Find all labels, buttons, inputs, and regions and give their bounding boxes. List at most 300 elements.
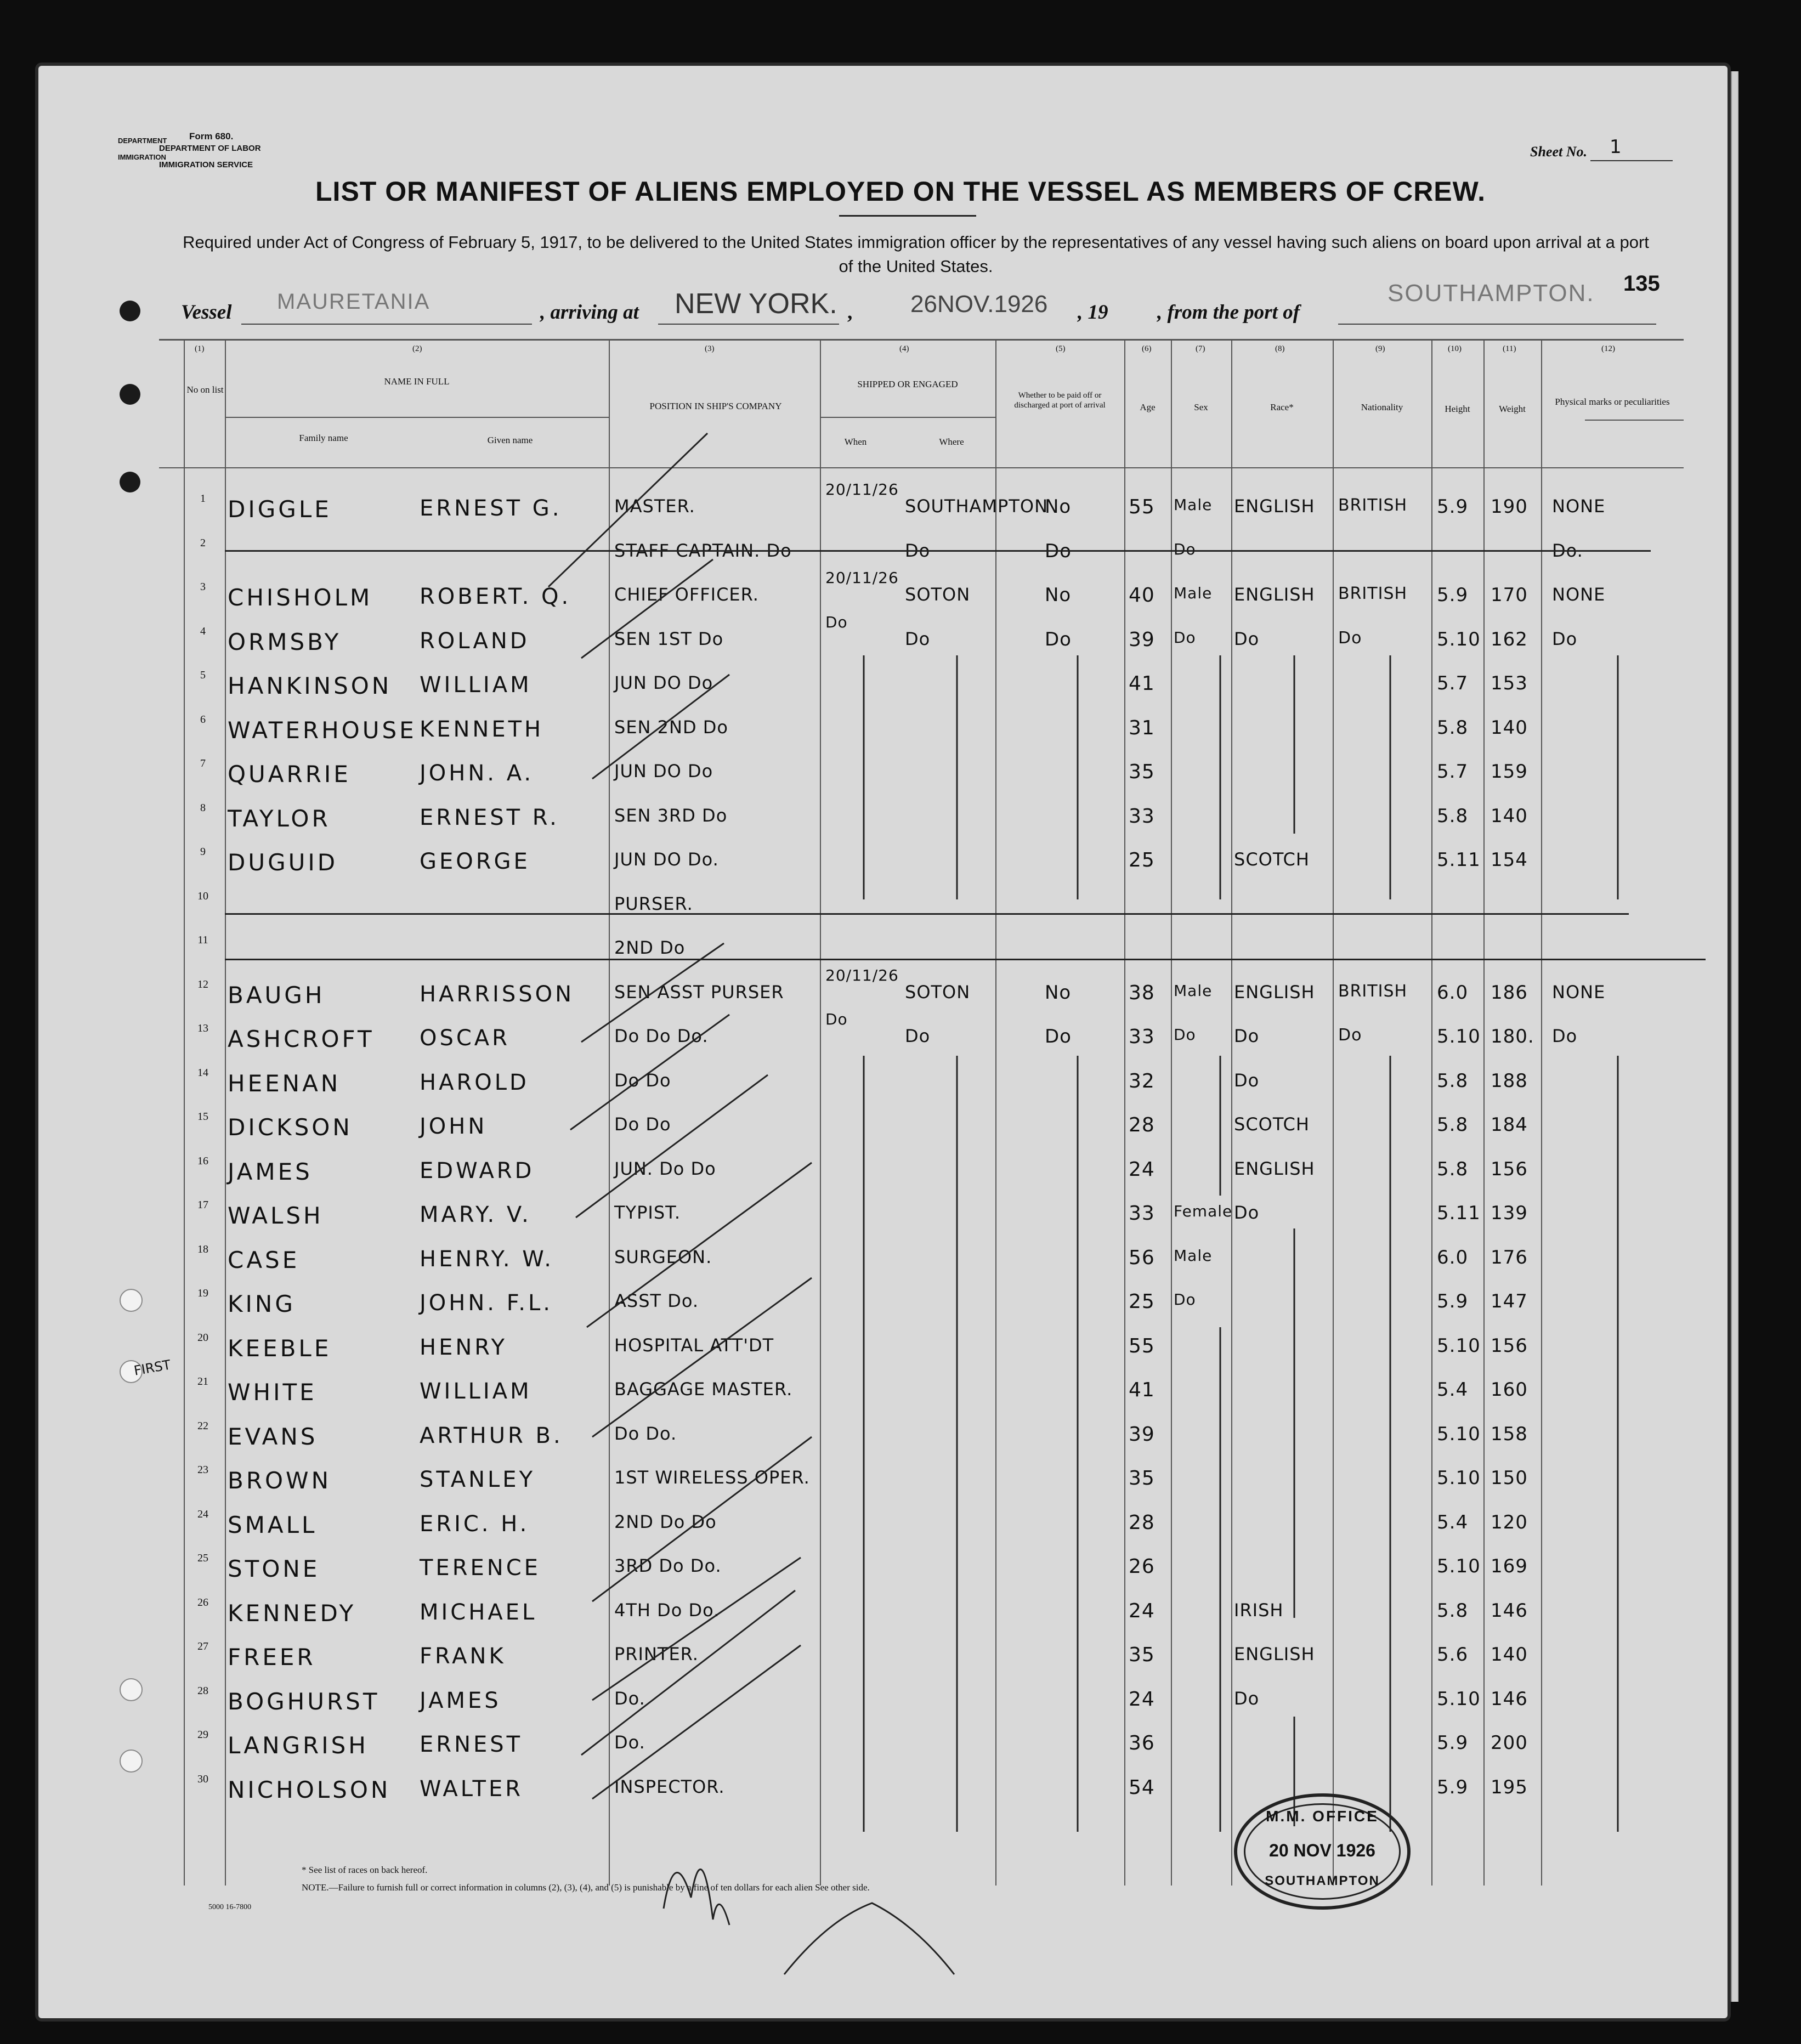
shipped-when: Do — [825, 1010, 848, 1028]
weight: 195 — [1491, 1776, 1528, 1798]
age: 40 — [1129, 584, 1155, 607]
nationality: Do — [1338, 628, 1362, 648]
height: 5.8 — [1437, 716, 1469, 739]
position: JUN DO Do. — [614, 849, 719, 870]
position: 3RD Do Do. — [614, 1555, 722, 1576]
age: 24 — [1129, 1599, 1155, 1622]
family-name: HEENAN — [228, 1069, 341, 1097]
sex: Female — [1174, 1202, 1233, 1220]
race: ENGLISH — [1234, 1158, 1315, 1179]
weight: 140 — [1491, 716, 1528, 739]
age: 25 — [1129, 1290, 1155, 1313]
col-header-position: POSITION IN SHIP'S COMPANY — [649, 401, 782, 411]
position: HOSPITAL ATT'DT — [614, 1334, 774, 1356]
page-title: LIST OR MANIFEST OF ALIENS EMPLOYED ON THE VESSEL AS MEMBERS OF CREW. — [315, 176, 1486, 207]
height: 5.8 — [1437, 1158, 1469, 1180]
form-number: Form 680. — [189, 131, 234, 141]
given-name: MICHAEL — [420, 1599, 537, 1625]
race: ENGLISH — [1234, 496, 1315, 517]
weight: 140 — [1491, 1644, 1528, 1666]
position: PURSER. — [614, 893, 693, 914]
check-stroke — [592, 1278, 812, 1437]
given-name: GEORGE — [420, 849, 530, 874]
age: 41 — [1129, 672, 1155, 695]
given-name: MARY. V. — [420, 1202, 531, 1227]
family-name: KING — [228, 1290, 296, 1317]
family-name: CASE — [228, 1246, 300, 1273]
paid-off: No — [1045, 584, 1072, 606]
col-header-nationality: Nationality — [1361, 402, 1403, 412]
position: CHIEF OFFICER. — [614, 584, 759, 605]
row-number: 20 — [197, 1331, 208, 1344]
paid-off: Do — [1045, 1026, 1072, 1048]
age: 55 — [1129, 496, 1155, 518]
weight: 160 — [1491, 1379, 1528, 1401]
check-stroke — [592, 1437, 812, 1601]
row-number: 26 — [197, 1596, 208, 1609]
height: 5.9 — [1437, 496, 1469, 518]
row-number: 2 — [200, 536, 206, 549]
weight: 156 — [1491, 1334, 1528, 1357]
family-name: BROWN — [228, 1467, 332, 1494]
shipped-where: SOUTHAMPTON — [905, 496, 1048, 517]
col-num: (7) — [1196, 344, 1205, 353]
row-number: 27 — [197, 1640, 208, 1652]
comma: , — [847, 301, 853, 324]
given-name: ERNEST R. — [420, 805, 559, 830]
year-label: , 19 — [1078, 301, 1108, 324]
row-number: 12 — [197, 978, 208, 990]
weight: 140 — [1491, 805, 1528, 827]
age: 55 — [1129, 1334, 1155, 1357]
given-name: TERENCE — [420, 1555, 541, 1581]
row-number: 19 — [197, 1287, 208, 1299]
height: 5.10 — [1437, 1688, 1481, 1710]
nationality: BRITISH — [1338, 496, 1408, 515]
check-stroke — [576, 1075, 768, 1218]
stamp-date: 20 NOV 1926 — [1269, 1841, 1375, 1860]
col-num: (1) — [195, 344, 205, 353]
family-name: DICKSON — [228, 1114, 353, 1141]
requirement-text: Required under Act of Congress of February 5, 1917, to be delivered to the United States immigration officer by the representatives of any vessel having such aliens on board upon arrival at a port of the United States. — [183, 233, 1649, 276]
row-number: 17 — [197, 1199, 208, 1211]
vessel-label: Vessel — [181, 301, 232, 324]
col-header-no: No on list — [186, 384, 224, 395]
position: 4TH Do Do. — [614, 1599, 720, 1621]
shipped-where: Do — [905, 540, 931, 561]
position: ASST Do. — [614, 1290, 699, 1311]
given-name: JOHN. A. — [420, 761, 534, 786]
shipped-when: Do — [825, 613, 848, 631]
given-name: HARRISSON — [420, 981, 575, 1007]
given-name: ERNEST G. — [420, 496, 562, 521]
position: Do. — [614, 1688, 645, 1709]
age: 35 — [1129, 1644, 1155, 1666]
page-number: 135 — [1623, 271, 1660, 296]
row-number: 28 — [197, 1684, 208, 1697]
position: SEN 2ND Do — [614, 716, 728, 738]
height: 5.8 — [1437, 1069, 1469, 1092]
shipped-where: Do — [905, 1026, 931, 1046]
immigration-service: IMMIGRATION SERVICE — [159, 160, 253, 169]
age: 38 — [1129, 981, 1155, 1004]
weight: 150 — [1491, 1467, 1528, 1489]
col-num: (11) — [1503, 344, 1516, 353]
arrival-date: 26NOV.1926 — [910, 291, 1048, 318]
age: 24 — [1129, 1688, 1155, 1711]
family-name: JAMES — [228, 1158, 313, 1185]
height: 5.8 — [1437, 1599, 1469, 1622]
given-name: ROBERT. Q. — [420, 584, 571, 609]
age: 39 — [1129, 628, 1155, 651]
col-num: (9) — [1375, 344, 1385, 353]
given-name: STANLEY — [420, 1467, 535, 1492]
col-header-given: Given name — [487, 435, 533, 445]
age: 35 — [1129, 761, 1155, 783]
given-name: ROLAND — [420, 628, 530, 654]
age: 35 — [1129, 1467, 1155, 1490]
immigration-label: IMMIGRATION — [118, 153, 166, 161]
col-num: (4) — [899, 344, 909, 353]
weight: 200 — [1491, 1732, 1528, 1754]
position: INSPECTOR. — [614, 1776, 725, 1797]
given-name: ERNEST — [420, 1732, 523, 1757]
weight: 180. — [1491, 1026, 1534, 1048]
given-name: HENRY — [420, 1334, 507, 1360]
height: 5.10 — [1437, 628, 1481, 650]
col-header-shipped: SHIPPED OR ENGAGED — [857, 379, 958, 389]
col-num: (6) — [1142, 344, 1152, 353]
given-name: HAROLD — [420, 1069, 529, 1095]
col-num: (3) — [705, 344, 715, 353]
height: 5.8 — [1437, 805, 1469, 827]
height: 5.10 — [1437, 1423, 1481, 1445]
weight: 154 — [1491, 849, 1528, 871]
weight: 188 — [1491, 1069, 1528, 1092]
row-number: 8 — [200, 801, 206, 814]
race: ENGLISH — [1234, 1644, 1315, 1664]
departure-port: SOUTHAMPTON. — [1387, 280, 1595, 307]
position: JUN DO Do — [614, 761, 713, 782]
weight: 158 — [1491, 1423, 1528, 1445]
row-number: 23 — [197, 1464, 208, 1476]
race: SCOTCH — [1234, 849, 1310, 870]
position: JUN. Do Do — [614, 1158, 716, 1179]
age: 54 — [1129, 1776, 1155, 1799]
department-label: DEPARTMENT — [118, 137, 167, 145]
paid-off: No — [1045, 496, 1072, 518]
physical-marks: Do — [1552, 1026, 1578, 1046]
position: 2ND Do Do — [614, 1511, 717, 1532]
paid-off: Do — [1045, 540, 1072, 562]
row-number: 16 — [197, 1154, 208, 1167]
weight: 146 — [1491, 1599, 1528, 1622]
race: SCOTCH — [1234, 1114, 1310, 1135]
family-name: FREER — [228, 1644, 316, 1671]
height: 5.9 — [1437, 1776, 1469, 1798]
age: 33 — [1129, 1202, 1155, 1225]
family-name: BAUGH — [228, 981, 325, 1009]
col-num: (2) — [412, 344, 422, 353]
given-name: KENNETH — [420, 716, 544, 742]
paid-off: No — [1045, 981, 1072, 1004]
height: 5.9 — [1437, 1290, 1469, 1312]
height: 5.11 — [1437, 1202, 1481, 1224]
physical-marks: Do — [1552, 628, 1578, 649]
weight: 120 — [1491, 1511, 1528, 1533]
sex: Male — [1174, 981, 1213, 1000]
age: 25 — [1129, 849, 1155, 871]
family-name: DUGUID — [228, 849, 338, 876]
family-name: WALSH — [228, 1202, 324, 1229]
height: 5.7 — [1437, 672, 1469, 694]
col-num: (8) — [1275, 344, 1285, 353]
row-number: 3 — [200, 581, 206, 593]
col-header-height: Height — [1445, 404, 1470, 414]
position: STAFF CAPTAIN. Do — [614, 540, 792, 561]
check-stroke — [581, 943, 724, 1042]
row-number: 4 — [200, 625, 206, 637]
position: Do Do Do. — [614, 1026, 709, 1046]
given-name: WILLIAM — [420, 1379, 532, 1404]
given-name: ERIC. H. — [420, 1511, 530, 1537]
age: 33 — [1129, 805, 1155, 828]
weight: 147 — [1491, 1290, 1528, 1312]
race: IRISH — [1234, 1599, 1284, 1621]
signature-scribble — [664, 1870, 729, 1925]
row-number: 10 — [197, 890, 208, 902]
given-name: EDWARD — [420, 1158, 535, 1184]
age: 26 — [1129, 1555, 1155, 1578]
arriving-label: , arriving at — [540, 301, 639, 324]
col-header-paid-off: Whether to be paid off or discharged at port of arrival — [1014, 391, 1106, 410]
col-num: (10) — [1448, 344, 1462, 353]
age: 28 — [1129, 1114, 1155, 1136]
given-name: JAMES — [420, 1688, 501, 1713]
family-name: BOGHURST — [228, 1688, 380, 1715]
nationality: BRITISH — [1338, 981, 1408, 1001]
col-header-name: NAME IN FULL — [384, 376, 450, 387]
race: Do — [1234, 1069, 1260, 1091]
family-name: SMALL — [228, 1511, 318, 1538]
col-header-physical: Physical marks or peculiarities — [1555, 397, 1670, 407]
given-name: WILLIAM — [420, 672, 532, 698]
position: PRINTER. — [614, 1644, 699, 1664]
given-name: WALTER — [420, 1776, 524, 1802]
sex: Do — [1174, 628, 1196, 647]
weight: 159 — [1491, 761, 1528, 783]
sex: Do — [1174, 1290, 1196, 1309]
position: SURGEON. — [614, 1246, 712, 1267]
height: 5.7 — [1437, 761, 1469, 783]
row-number: 14 — [197, 1066, 208, 1079]
sex: Male — [1174, 584, 1213, 602]
family-name: LANGRISH — [228, 1732, 369, 1759]
shipped-when: 20/11/26 — [825, 966, 899, 984]
row-number: 30 — [197, 1773, 208, 1785]
family-name: EVANS — [228, 1423, 318, 1450]
row-number: 18 — [197, 1243, 208, 1255]
position: MASTER. — [614, 496, 695, 517]
nationality: Do — [1338, 1026, 1362, 1045]
height: 5.11 — [1437, 849, 1481, 871]
family-name: WATERHOUSE — [228, 716, 417, 744]
footnote-races: * See list of races on back hereof. — [302, 1865, 428, 1875]
height: 5.6 — [1437, 1644, 1469, 1666]
row-number: 22 — [197, 1419, 208, 1432]
position: Do Do — [614, 1114, 671, 1135]
given-name: OSCAR — [420, 1026, 510, 1051]
race: Do — [1234, 1026, 1260, 1046]
age: 41 — [1129, 1379, 1155, 1401]
sex: Do — [1174, 540, 1196, 558]
row-number: 11 — [197, 934, 208, 946]
position: Do Do. — [614, 1423, 677, 1444]
position: TYPIST. — [614, 1202, 681, 1223]
arrival-port: NEW YORK. — [675, 288, 837, 320]
weight: 153 — [1491, 672, 1528, 694]
stamp-bottom-text: SOUTHAMPTON — [1265, 1873, 1380, 1888]
age: 31 — [1129, 716, 1155, 739]
weight: 146 — [1491, 1688, 1528, 1710]
row-number: 15 — [197, 1111, 208, 1123]
shipped-where: Do — [905, 628, 931, 649]
shipped-where: SOTON — [905, 981, 971, 1003]
stamp-top-text: M.M. OFFICE — [1266, 1808, 1379, 1825]
physical-marks: NONE — [1552, 496, 1606, 517]
physical-marks: NONE — [1552, 584, 1606, 605]
family-name: ORMSBY — [228, 628, 342, 655]
height: 6.0 — [1437, 1246, 1469, 1269]
given-name: HENRY. W. — [420, 1246, 554, 1272]
height: 6.0 — [1437, 981, 1469, 1004]
check-stroke — [548, 433, 707, 587]
position: 2ND Do — [614, 937, 686, 958]
age: 33 — [1129, 1026, 1155, 1048]
department-of-labor: DEPARTMENT OF LABOR — [159, 144, 261, 153]
row-number: 5 — [200, 669, 206, 681]
col-header-sex: Sex — [1194, 402, 1208, 412]
col-header-when: When — [844, 437, 867, 447]
weight: 186 — [1491, 981, 1528, 1004]
col-header-where: Where — [939, 437, 964, 447]
family-name: QUARRIE — [228, 761, 351, 788]
fold-crease — [784, 1903, 954, 1974]
from-port-label: , from the port of — [1157, 301, 1300, 324]
nationality: BRITISH — [1338, 584, 1408, 603]
age: 28 — [1129, 1511, 1155, 1534]
position: SEN 1ST Do — [614, 628, 724, 649]
office-stamp — [1234, 1793, 1411, 1910]
col-num: (5) — [1056, 344, 1066, 353]
paid-off: Do — [1045, 628, 1072, 650]
age: 24 — [1129, 1158, 1155, 1181]
sex: Do — [1174, 1026, 1196, 1044]
shipped-where: SOTON — [905, 584, 971, 605]
race: ENGLISH — [1234, 981, 1315, 1003]
col-header-family: Family name — [299, 433, 348, 443]
check-stroke — [581, 559, 713, 658]
col-header-race: Race* — [1270, 402, 1294, 412]
position: JUN DO Do — [614, 672, 713, 693]
sheet-number: 1 — [1610, 136, 1622, 158]
vessel-name: MAURETANIA — [277, 290, 431, 314]
row-number: 13 — [197, 1022, 208, 1034]
shipped-when: 20/11/26 — [825, 569, 899, 587]
height: 5.10 — [1437, 1026, 1481, 1048]
family-name: WHITE — [228, 1379, 317, 1406]
height: 5.4 — [1437, 1511, 1469, 1533]
age: 36 — [1129, 1732, 1155, 1754]
sheet-label: Sheet No. — [1530, 144, 1587, 160]
family-name: KEEBLE — [228, 1334, 332, 1362]
height: 5.10 — [1437, 1555, 1481, 1577]
height: 5.8 — [1437, 1114, 1469, 1136]
weight: 176 — [1491, 1246, 1528, 1269]
position: SEN 3RD Do — [614, 805, 728, 826]
row-number: 9 — [200, 846, 206, 858]
row-number: 25 — [197, 1552, 208, 1564]
family-name: CHISHOLM — [228, 584, 373, 611]
family-name: DIGGLE — [228, 496, 332, 523]
shipped-when: 20/11/26 — [825, 480, 899, 499]
given-name: ARTHUR B. — [420, 1423, 563, 1448]
physical-marks: NONE — [1552, 981, 1606, 1003]
sex: Male — [1174, 1246, 1213, 1265]
position: Do. — [614, 1732, 645, 1753]
age: 56 — [1129, 1246, 1155, 1269]
family-name: NICHOLSON — [228, 1776, 391, 1803]
row-number: 24 — [197, 1508, 208, 1520]
position: BAGGAGE MASTER. — [614, 1379, 793, 1400]
weight: 169 — [1491, 1555, 1528, 1577]
position: SEN ASST PURSER — [614, 981, 784, 1003]
given-name: JOHN — [420, 1114, 488, 1139]
row-number: 21 — [197, 1375, 208, 1388]
race: Do — [1234, 1202, 1260, 1223]
check-stroke — [570, 1015, 729, 1130]
weight: 156 — [1491, 1158, 1528, 1180]
height: 5.4 — [1437, 1379, 1469, 1401]
given-name: JOHN. F.L. — [420, 1290, 553, 1316]
family-name: STONE — [228, 1555, 320, 1582]
height: 5.9 — [1437, 584, 1469, 606]
age: 39 — [1129, 1423, 1155, 1446]
check-stroke — [592, 675, 729, 779]
family-name: ASHCROFT — [228, 1026, 375, 1052]
col-header-weight: Weight — [1499, 404, 1526, 414]
weight: 184 — [1491, 1114, 1528, 1136]
height: 5.10 — [1437, 1334, 1481, 1357]
race: Do — [1234, 1688, 1260, 1709]
weight: 170 — [1491, 584, 1528, 606]
printer-code: 5000 16-7800 — [208, 1903, 252, 1911]
position: 1ST WIRELESS OPER. — [614, 1467, 810, 1488]
row-number: 29 — [197, 1729, 208, 1741]
margin-note: FIRST — [133, 1357, 172, 1379]
col-num: (12) — [1601, 344, 1615, 353]
family-name: TAYLOR — [228, 805, 331, 832]
row-number: 6 — [200, 713, 206, 726]
age: 32 — [1129, 1069, 1155, 1092]
col-header-age: Age — [1140, 402, 1156, 412]
physical-marks: Do. — [1552, 540, 1583, 561]
race: Do — [1234, 628, 1260, 649]
sex: Male — [1174, 496, 1213, 514]
weight: 190 — [1491, 496, 1528, 518]
footnote-penalty: NOTE.—Failure to furnish full or correct information in columns (2), (3), (4), and (5) is punishable by a fine of ten dollars for each alien See other side. — [302, 1882, 870, 1893]
height: 5.9 — [1437, 1732, 1469, 1754]
